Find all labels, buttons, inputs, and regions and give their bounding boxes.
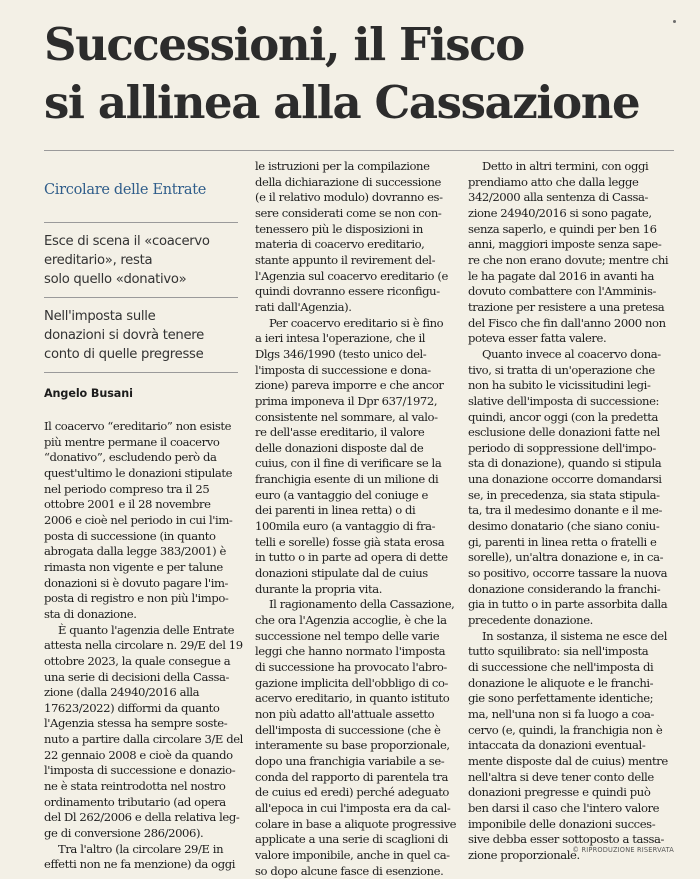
- paragraph: [255, 597, 457, 879]
- text-line: gi, parenti in linea retta o fratelli e: [468, 534, 657, 549]
- text-line: del Fisco che fin dall'anno 2000 non: [468, 315, 666, 330]
- text-line: durante la propria vita.: [255, 581, 382, 596]
- paragraph: [468, 159, 669, 347]
- text-line: tutto squilibrato: sia nell'imposta: [468, 644, 649, 659]
- article-column-3: [468, 159, 669, 864]
- text-line: sive debba esser sottoposto a tassa-: [468, 832, 665, 847]
- text-line: cervo (e, quindi, la franchigia non è: [468, 722, 663, 737]
- text-line: mente disposte dal de cuius) mentre: [468, 753, 668, 768]
- text-line: valore imponibile, anche in quel ca-: [255, 847, 450, 862]
- text-line: posta di successione (in quanto: [44, 528, 216, 543]
- summary-line: conto di quelle pregresse: [44, 347, 204, 362]
- summary-line: ereditario», resta: [44, 253, 153, 268]
- text-line: consistente nel sommare, al valo-: [255, 409, 438, 424]
- text-line: ma, nell'una non si fa luogo a coa-: [468, 706, 655, 721]
- text-line: so positivo, occorre tassare la nuova: [468, 566, 668, 581]
- text-line: l'Agenzia sul coacervo ereditario (e: [255, 268, 448, 283]
- text-line: 342/2000 alla sentenza di Cassa-: [468, 190, 649, 205]
- text-line: l'Agenzia stessa ha sempre soste-: [44, 716, 228, 731]
- text-line: nell'altra si deve tener conto delle: [468, 769, 654, 784]
- text-line: zione (dalla 24940/2016 alla: [44, 685, 200, 700]
- summary-line: Nell'imposta sulle: [44, 309, 156, 324]
- text-line: trazione per resistere a una pretesa: [468, 299, 665, 314]
- text-line: 17623/2022) difformi da quanto: [44, 700, 220, 715]
- text-line: zione) pareva imporre e che ancor: [255, 378, 444, 393]
- text-line: senza saperlo, e quindi per ben 16: [468, 221, 657, 236]
- text-line: prendiamo atto che dalla legge: [468, 174, 639, 189]
- text-line: gazione implicita dell'obbligo di co-: [255, 675, 449, 690]
- text-line: sta di donazione.: [44, 606, 137, 621]
- text-line: poteva esser fatta valere.: [468, 331, 607, 346]
- text-line: che ora l'Agenzia accoglie, è che la: [255, 613, 447, 628]
- text-line: non ha subito le vicissitudini legi-: [468, 378, 651, 393]
- text-line: ottobre 2001 e il 28 novembre: [44, 497, 211, 512]
- text-line: Dlgs 346/1990 (testo unico del-: [255, 346, 427, 361]
- text-line: nel periodo compreso tra il 25: [44, 481, 210, 496]
- text-line: dopo una franchigia variabile a se-: [255, 753, 445, 768]
- headline-rule: [44, 150, 674, 151]
- sidebar: [44, 170, 238, 400]
- text-line: ordinamento tributario (ad opera: [44, 794, 226, 809]
- text-line: una donazione occorre domandarsi: [468, 472, 662, 487]
- text-line: donazioni si è dovuto pagare l'im-: [44, 575, 229, 590]
- text-line: quindi dovranno essere riconfigu-: [255, 284, 440, 299]
- text-line: all'epoca in cui l'imposta era da cal-: [255, 800, 451, 815]
- text-line: non più adatto all'attuale assetto: [255, 706, 435, 721]
- text-line: del Dl 262/2006 e della relativa leg-: [44, 810, 240, 825]
- text-line: delle donazioni disposte dal de: [255, 440, 424, 455]
- text-line: ge di conversione 286/2006).: [44, 826, 204, 841]
- summary-line: donazioni si dovrà tenere: [44, 328, 204, 343]
- text-line: Tra l'altro (la circolare 29/E in: [58, 841, 224, 856]
- text-line: 100mila euro (a vantaggio di fra-: [255, 519, 436, 534]
- text-line: zione 24940/2016 si sono pagate,: [468, 205, 652, 220]
- text-line: materia di coacervo ereditario,: [255, 237, 425, 252]
- text-line: una serie di decisioni della Cassa-: [44, 669, 230, 684]
- copyright-notice: © RIPRODUZIONE RISERVATA: [572, 846, 674, 854]
- paragraph: [44, 622, 243, 842]
- text-line: È quanto l'agenzia delle Entrate: [58, 622, 235, 637]
- text-line: esclusione delle donazioni fatte nel: [468, 425, 660, 440]
- text-line: abrogata dalla legge 383/2001) è: [44, 544, 226, 559]
- text-line: quest'ultimo le donazioni stipulate: [44, 465, 233, 480]
- text-line: sorelle), un'altra donazione e, in ca-: [468, 550, 664, 565]
- paragraph: [44, 419, 240, 623]
- text-line: l'imposta di successione e donazio-: [44, 763, 236, 778]
- summary-line: solo quello «donativo»: [44, 272, 187, 287]
- text-line: anni, maggiori imposte senza sape-: [468, 237, 662, 252]
- headline-line-1: Successioni, il Fisco: [44, 18, 524, 71]
- text-line: gie sono perfettamente identiche;: [468, 691, 654, 706]
- text-line: sere considerati come se non con-: [255, 205, 442, 220]
- paragraph: [468, 346, 668, 629]
- text-line: In sostanza, il sistema ne esce del: [482, 628, 668, 643]
- text-line: desimo donatario (che siano coniu-: [468, 519, 660, 534]
- text-line: stante appunto il revirement del-: [255, 252, 436, 267]
- text-line: effetti non ne fa menzione) da oggi: [44, 857, 236, 872]
- text-line: re dell'asse ereditario, il valore: [255, 425, 425, 440]
- text-line: euro (a vantaggio del coniuge e: [255, 487, 428, 502]
- text-line: 2006 e cioè nel periodo in cui l'im-: [44, 512, 233, 527]
- text-line: 22 gennaio 2008 e cioè da quando: [44, 747, 233, 762]
- text-line: ben darsi il caso che l'intero valore: [468, 800, 660, 815]
- text-line: acervo ereditario, in quanto istituto: [255, 691, 450, 706]
- text-line: se, in precedenza, sia stata stipula-: [468, 487, 660, 502]
- text-line: della dichiarazione di successione: [255, 174, 441, 189]
- text-line: tenessero più le disposizioni in: [255, 221, 423, 236]
- text-line: posta di registro e non più l'impo-: [44, 591, 229, 606]
- paragraph: [255, 159, 451, 316]
- text-line: cuius, con il fine di verificare se la: [255, 456, 442, 471]
- summary-line: Esce di scena il «coacervo: [44, 234, 210, 249]
- text-line: in tutto o in parte ad opera di dette: [255, 550, 448, 565]
- headline: [44, 16, 674, 132]
- text-line: re che non erano dovute; mentre chi: [468, 252, 669, 267]
- text-line: quindi, ancor oggi (con la predetta: [468, 409, 658, 424]
- article-column-2: [255, 159, 457, 879]
- paragraph: [468, 628, 668, 864]
- text-line: le ha pagate dal 2016 in avanti ha: [468, 268, 654, 283]
- text-line: so dopo alcune fasce di esenzione.: [255, 863, 444, 878]
- text-line: attesta nella circolare n. 29/E del 19: [44, 638, 243, 653]
- text-line: imponibile delle donazioni succes-: [468, 816, 656, 831]
- text-line: Quanto invece al coacervo dona-: [482, 346, 661, 361]
- text-line: intaccata da donazioni eventual-: [468, 738, 646, 753]
- text-line: donazioni stipulate dal de cuius: [255, 566, 428, 581]
- divider: [44, 297, 238, 298]
- text-line: rimasta non vigente e per talune: [44, 559, 223, 574]
- text-line: dei parenti in linea retta) o di: [255, 503, 416, 518]
- text-line: Il ragionamento della Cassazione,: [269, 597, 455, 612]
- author-byline: Angelo Busani: [44, 387, 133, 400]
- text-line: di successione ha provocato l'abro-: [255, 660, 447, 674]
- text-line: Per coacervo ereditario si è fino: [269, 315, 444, 330]
- text-line: a ieri intesa l'operazione, che il: [255, 331, 426, 346]
- text-line: dovuto combattere con l'Amminis-: [468, 284, 657, 299]
- text-line: tivo, si tratta di un'operazione che: [468, 362, 655, 377]
- text-line: de cuius ed eredi) perché adeguato: [255, 785, 449, 800]
- text-line: “donativo”, escludendo però da: [44, 450, 217, 465]
- text-line: Il coacervo “ereditario” non esiste: [44, 419, 232, 433]
- divider: [44, 222, 238, 223]
- article-column-1: [44, 419, 243, 873]
- text-line: periodo di soppressione dell'impo-: [468, 440, 656, 455]
- text-line: zione proporzionale.: [468, 847, 580, 862]
- text-line: nuto a partire dalla circolare 3/E del: [44, 732, 243, 747]
- text-line: leggi che hanno normato l'imposta: [255, 644, 446, 659]
- text-line: prima imponeva il Dpr 637/1972,: [255, 393, 438, 408]
- text-line: ta, tra il medesimo donante e il me-: [468, 503, 663, 518]
- text-line: ottobre 2023, la quale consegue a: [44, 653, 231, 668]
- text-line: interamente su base proporzionale,: [255, 738, 450, 753]
- text-line: ne è stata reintrodotta nel nostro: [44, 779, 226, 794]
- text-line: precedente donazione.: [468, 613, 593, 628]
- text-line: donazione considerando la franchi-: [468, 581, 661, 596]
- text-line: sta di donazione), quando si stipula: [468, 456, 662, 471]
- text-line: gia in tutto o in parte assorbita dalla: [468, 597, 668, 612]
- kicker: Circolare delle Entrate: [44, 182, 207, 198]
- text-line: successione nel tempo delle varie: [255, 628, 440, 643]
- divider: [44, 372, 238, 373]
- headline-line-2: si allinea alla Cassazione: [44, 76, 640, 129]
- text-line: donazione le aliquote e le franchi-: [468, 675, 654, 690]
- text-line: le istruzioni per la compilazione: [255, 159, 430, 173]
- text-line: applicate a una serie di scaglioni di: [255, 832, 448, 847]
- text-line: Detto in altri termini, con oggi: [482, 159, 649, 173]
- text-line: franchigia esente di un milione di: [255, 472, 439, 487]
- text-line: telli e sorelle) fosse già stata erosa: [255, 534, 445, 549]
- summary-2: [44, 307, 238, 364]
- paragraph: [44, 842, 240, 873]
- paragraph: [255, 316, 451, 598]
- text-line: slative dell'imposta di successione:: [468, 393, 660, 408]
- text-line: donazioni pregresse e quindi può: [468, 785, 651, 800]
- text-line: conda del rapporto di parentela tra: [255, 769, 449, 784]
- text-line: più mentre permane il coacervo: [44, 434, 220, 449]
- text-line: rati dall'Agenzia).: [255, 299, 352, 314]
- summary-1: [44, 232, 238, 289]
- text-line: dell'imposta di successione (che è: [255, 722, 441, 737]
- text-line: colare in base a aliquote progressive: [255, 816, 457, 831]
- text-line: (e il relativo modulo) dovranno es-: [255, 190, 443, 205]
- text-line: l'imposta di successione e dona-: [255, 362, 431, 377]
- text-line: di successione che nell'imposta di: [468, 660, 654, 674]
